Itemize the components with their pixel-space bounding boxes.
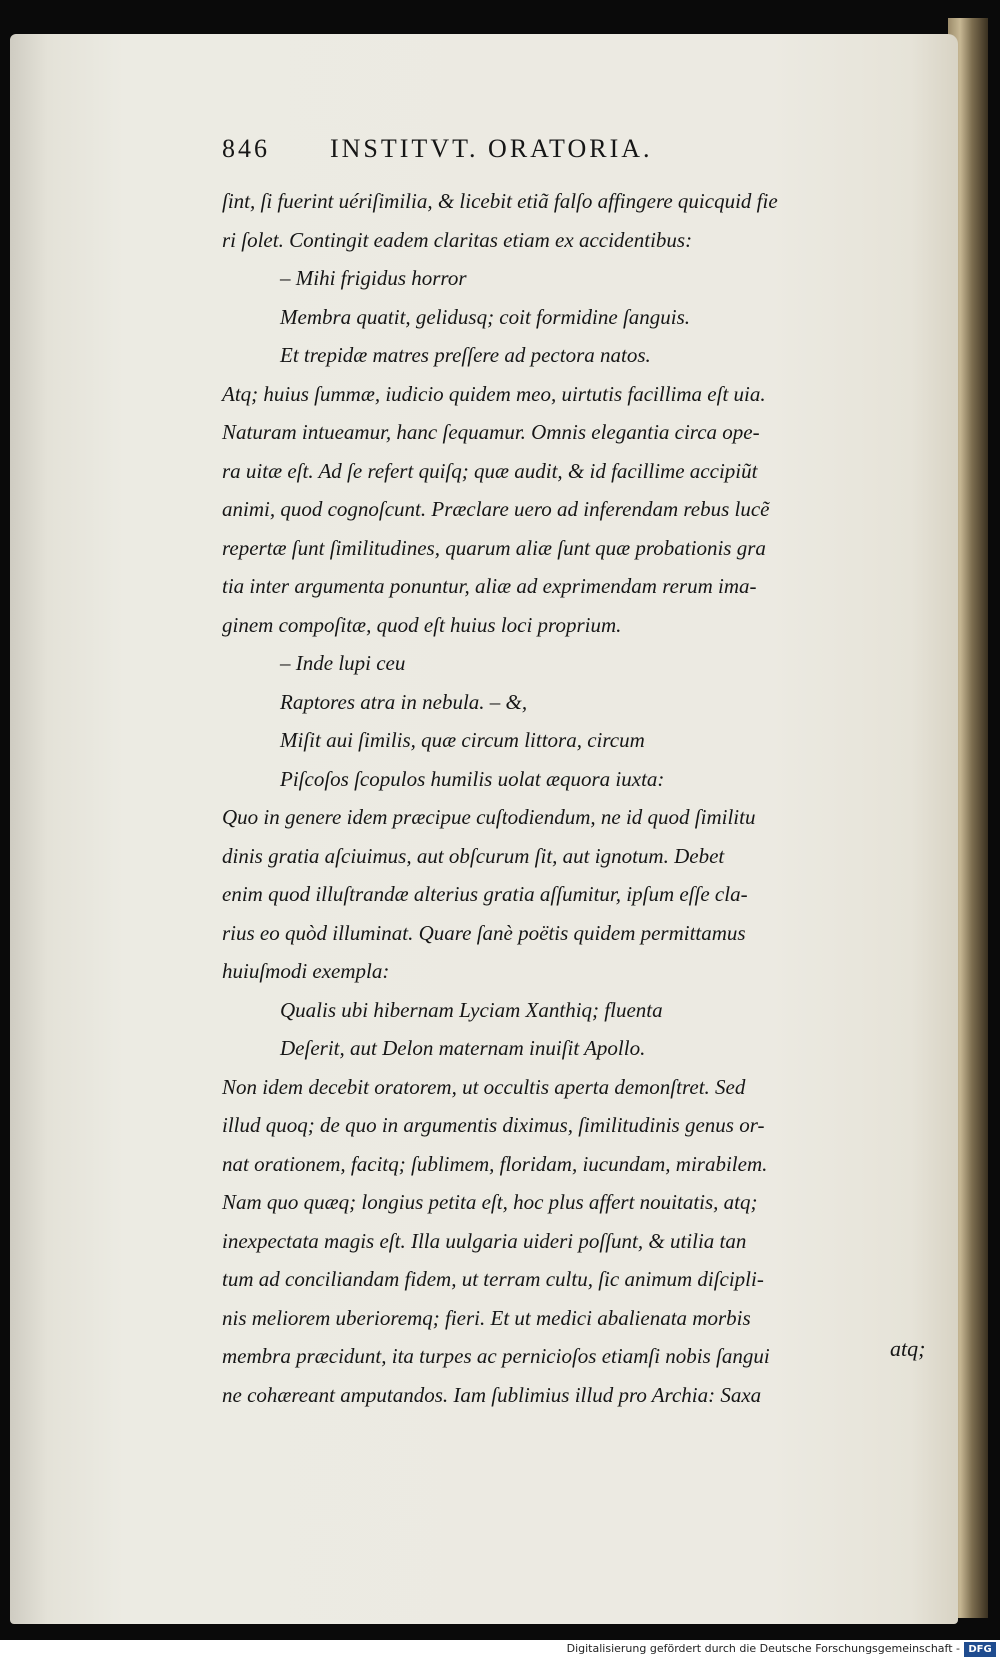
verse-line: Et trepidæ matres preſſere ad pectora natos. xyxy=(280,343,651,367)
text-line: membra præcidunt, ita turpes ac pernicioſos etiamſi nobis ſangui xyxy=(222,1344,770,1368)
body-text xyxy=(222,182,902,1414)
text-line: huiuſmodi exempla: xyxy=(222,959,390,983)
catchword: atq; xyxy=(890,1336,926,1361)
page-number: 846 xyxy=(222,134,270,163)
text-line: rius eo quòd illuminat. Quare ſanè poëtis quidem permittamus xyxy=(222,920,746,945)
running-head xyxy=(222,134,842,174)
verse-line: Qualis ubi hibernam Lyciam Xanthiq; fluenta xyxy=(280,997,663,1022)
text-line: illud quoq; de quo in argumentis diximus, ſimilitudinis genus or- xyxy=(222,1113,765,1137)
verse-line: – Inde lupi ceu xyxy=(280,651,406,675)
text-line: enim quod illuſtrandæ alterius gratia aſſumitur, ipſum eſſe cla- xyxy=(222,882,748,906)
text-line: Non idem decebit oratorem, ut occultis aperta demonſtret. Sed xyxy=(222,1074,746,1099)
dfg-logo: DFG xyxy=(964,1642,996,1657)
text-line: ra uitæ eſt. Ad ſe refert quiſq; quæ audit, & id facillime accipiũt xyxy=(222,458,758,483)
page-content xyxy=(10,34,958,1624)
text-line: Naturam intueamur, hanc ſequamur. Omnis elegantia circa ope- xyxy=(222,420,760,444)
text-line: nat orationem, facitq; ſublimem, floridam, iucundam, mirabilem. xyxy=(222,1151,768,1176)
text-line: ne cohæreant amputandos. Iam ſublimius illud pro Archia: Saxa xyxy=(222,1382,762,1407)
text-line: ſint, ſi fuerint uériſimilia, & licebit etiã falſo affingere quicquid fie xyxy=(222,189,778,213)
verse-line: – Mihi frigidus horror xyxy=(280,266,467,290)
text-line: Quo in genere idem præcipue cuſtodiendum, ne id quod ſimilitu xyxy=(222,805,756,829)
text-line: ginem compoſitæ, quod eſt huius loci proprium. xyxy=(222,612,622,637)
running-title: INSTITVT. ORATORIA. xyxy=(330,134,653,163)
verse-line: Membra quatit, gelidusq; coit formidine ſanguis. xyxy=(280,304,691,329)
verse-line: Miſit aui ſimilis, quæ circum littora, circum xyxy=(280,728,645,752)
footer-credit: Digitalisierung gefördert durch die Deutsche Forschungsgemeinschaft - xyxy=(566,1642,960,1655)
text-line: Atq; huius ſummæ, iudicio quidem meo, uirtutis facillima eſt uia. xyxy=(222,381,766,406)
verse-line: Raptores atra in nebula. – &, xyxy=(280,689,528,714)
text-line: inexpectata magis eſt. Illa uulgaria uideri poſſunt, & utilia tan xyxy=(222,1228,747,1253)
text-line: repertæ ſunt ſimilitudines, quarum aliæ ſunt quæ probationis gra xyxy=(222,535,766,560)
text-line: tia inter argumenta ponuntur, aliæ ad exprimendam rerum ima- xyxy=(222,574,757,598)
footer-bar xyxy=(0,1640,1000,1660)
text-line: ri ſolet. Contingit eadem claritas etiam ex accidentibus: xyxy=(222,227,693,252)
verse-line: Piſcoſos ſcopulos humilis uolat æquora iuxta: xyxy=(280,766,665,791)
text-line: animi, quod cognoſcunt. Præclare uero ad inferendam rebus lucẽ xyxy=(222,497,770,521)
book-page xyxy=(10,34,958,1624)
verse-line: Deſerit, aut Delon maternam inuiſit Apollo. xyxy=(280,1036,646,1060)
text-line: tum ad conciliandam fidem, ut terram cultu, ſic animum diſcipli- xyxy=(222,1267,764,1291)
text-line: nis meliorem uberioremq; fieri. Et ut medici abalienata morbis xyxy=(222,1305,751,1330)
text-line: dinis gratia aſciuimus, aut obſcurum ſit, aut ignotum. Debet xyxy=(222,843,725,868)
text-line: Nam quo quæq; longius petita eſt, hoc plus affert nouitatis, atq; xyxy=(222,1190,758,1214)
